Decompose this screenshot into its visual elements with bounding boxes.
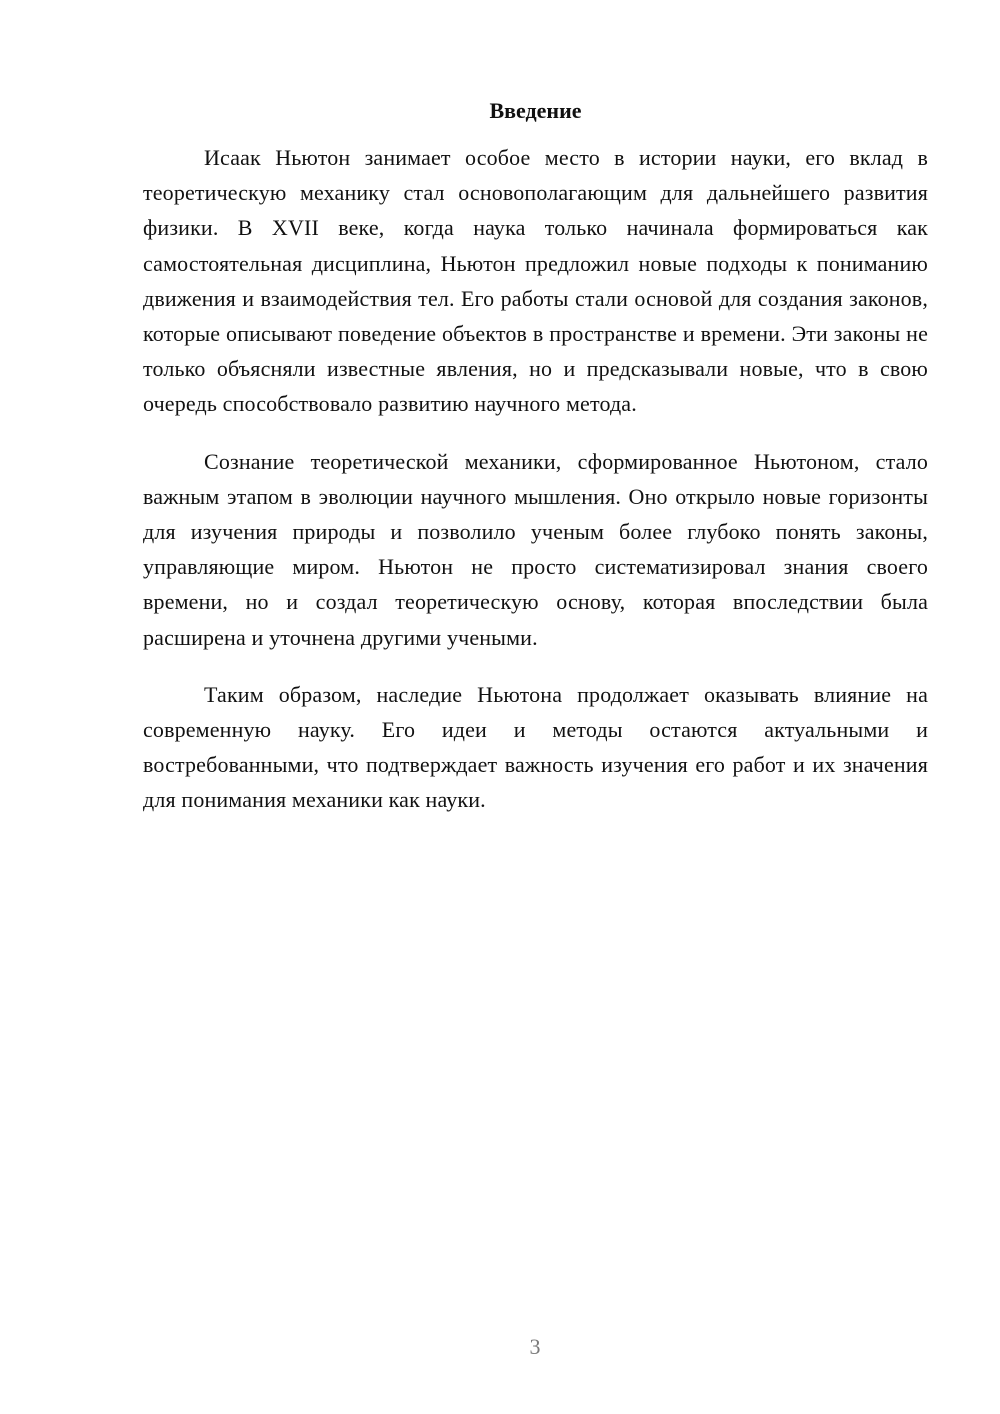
section-heading: Введение	[489, 98, 582, 123]
paragraph-3: Таким образом, наследие Ньютона продолжает оказывать влияние на современную науку. Его идеи и методы остаются актуальными и востребованными, что подтверждает важность изучения его работ и их значения для понимания механики как науки.	[143, 681, 928, 813]
page-number: 3	[529, 1334, 541, 1359]
page-content	[143, 96, 928, 840]
paragraph-2: Сознание теоретической механики, сформированное Ньютоном, стало важным этапом в эволюции научного мышления. Оно открыло новые горизонты для изучения природы и позволило ученым более глубоко понять законы, управляющие миром. Ньютон не просто систематизировал знания своего времени, но и создал теоретическую основу, которая впоследствии была расширена и уточнена другими учеными.	[143, 448, 928, 650]
paragraph-1: Исаак Ньютон занимает особое место в истории науки, его вклад в теоретическую механику стал основополагающим для дальнейшего развития физики. В XVII веке, когда наука только начинала формироваться как самостоятельная дисциплина, Ньютон предложил новые подходы к пониманию движения и взаимодействия тел. Его работы стали основой для создания законов, которые описывают поведение объектов в пространстве и времени. Эти законы не только объясняли известные явления, но и предсказывали новые, что в свою очередь способствовало развитию научного метода.	[143, 145, 928, 417]
